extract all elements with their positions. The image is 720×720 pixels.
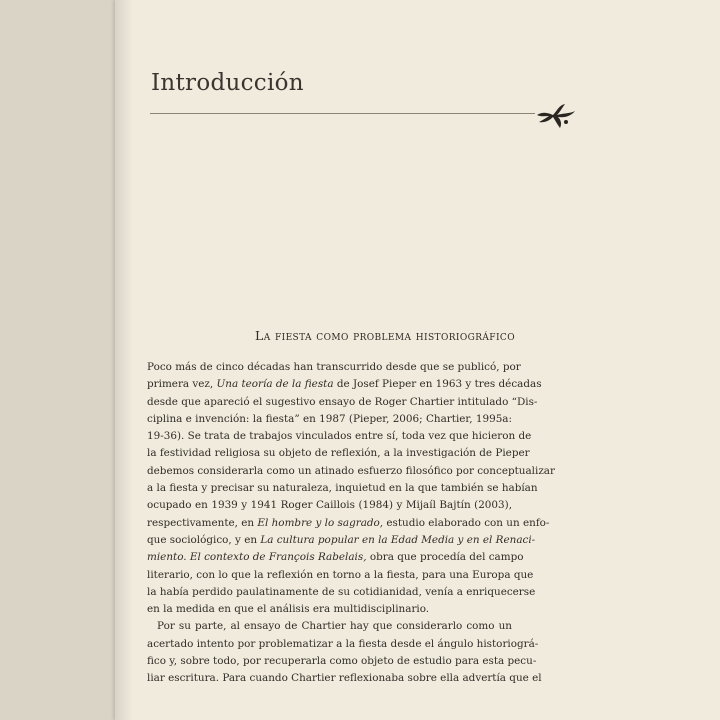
book-title-italic: El hombre y lo sagrado, [257,516,384,529]
text-line: 19-36). Se trata de trabajos vinculados entre sí, toda vez que hicieron de [147,430,532,443]
book-title-italic: miento. El contexto de François Rabelais, [147,551,367,564]
text-line: en la medida en que el análisis era multidisciplinario. [147,603,430,616]
text-line: debemos considerarla como un atinado esfuerzo filosófico por conceptualizar [147,464,555,477]
text-line: la festividad religiosa su objeto de reflexión, a la investigación de Pieper [147,447,530,460]
body-text [147,359,555,688]
text-line: a la fiesta y precisar su naturaleza, inquietud en la que también se habían [147,482,538,495]
gutter-shadow [115,0,133,720]
text-line: primera vez, Una teoría de la fiesta de Josef Pieper en 1963 y tres décadas [147,378,542,391]
title-rule [150,113,535,114]
text-line: acertado intento por problematizar a la fiesta desde el ángulo historiográ- [147,637,539,650]
text-line: miento. El contexto de François Rabelais, obra que procedía del campo [147,551,524,564]
section-heading: La fiesta como problema historiográfico [255,328,515,343]
text-line: Poco más de cinco décadas han transcurrido desde que se publicó, por [147,361,521,373]
text-line: Por su parte, al ensayo de Chartier hay que considerarlo como un [157,620,512,633]
book-page [115,0,720,720]
text-line: liar escritura. Para cuando Chartier reflexionaba sobre ella advertía que el [147,672,542,685]
text-line: respectivamente, en El hombre y lo sagrado, estudio elaborado con un enfo- [147,516,550,529]
book-title-italic: La cultura popular en la Edad Media y en el Renaci- [260,533,536,546]
fleuron-ornament-icon [535,101,577,129]
book-title-italic: Una teoría de la fiesta [216,378,334,391]
chapter-title: Introducción [151,70,304,96]
text-line: la había perdido paulatinamente de su cotidianidad, venía a enriquecerse [147,585,536,598]
text-line: fico y, sobre todo, por recuperarla como objeto de estudio para esta pecu- [147,655,537,668]
text-line: desde que apareció el sugestivo ensayo de Roger Chartier intitulado “Dis- [147,395,538,408]
text-line: ciplina e invención: la fiesta” en 1987 (Pieper, 2006; Chartier, 1995a: [147,412,512,425]
text-line: que sociológico, y en La cultura popular en la Edad Media y en el Renaci- [147,533,536,546]
text-line: literario, con lo que la reflexión en torno a la fiesta, para una Europa que [147,568,534,581]
text-line: ocupado en 1939 y 1941 Roger Caillois (1984) y Mijaíl Bajtín (2003), [147,499,512,512]
